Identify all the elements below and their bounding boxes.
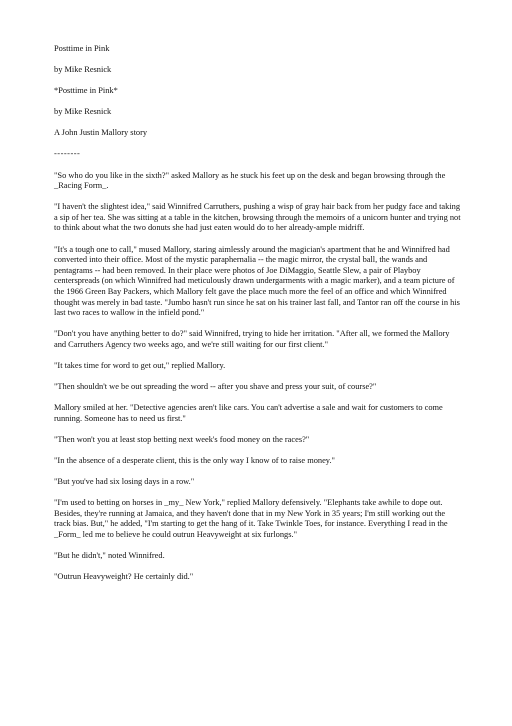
- series-subtitle: A John Justin Mallory story: [54, 128, 148, 138]
- section-separator: --------: [54, 149, 81, 159]
- paragraph-9: "In the absence of a desperate client, this is the only way I know of to raise money.": [54, 455, 335, 465]
- paragraph-10: "But you've had six losing days in a row.": [54, 476, 195, 486]
- paragraph-1: "So who do you like in the sixth?" asked Mallory as he stuck his feet up on the desk and began browsing through the _Racing Form_.: [54, 170, 446, 191]
- paragraph-3: "It's a tough one to call," mused Mallory, staring aimlessly around the magician's apartment that he and Winnifred had converted into their office. Most of the mystic paraphernalia -- the magic mirror, the crystal ball, the wands and pentagrams -- had been removed. In their place were photos of Joe DiMaggio, Seattle Slew, a pair of Playboy centerspreads (on which Winnifred had meticulously drawn undergarments with a magic marker), and a team picture of the 1966 Green Bay Packers, which Mallory felt gave the place much more the feel of an office and which Winnifred thought was merely in bad taste. "Jumbo hasn't run since he sat on his trainer last fall, and Tantor ran off the course in his last two races to wallow in the infield pond.": [54, 244, 460, 318]
- author-byline-repeat: by Mike Resnick: [54, 107, 112, 117]
- paragraph-4: "Don't you have anything better to do?" said Winnifred, trying to hide her irritation. "After all, we formed the Mallory and Carruthers Agency two weeks ago, and we're still waiting for our first client.": [54, 329, 450, 349]
- story-title-emphasis: *Posttime in Pink*: [54, 86, 118, 96]
- paragraph-12: "But he didn't," noted Winnifred.: [54, 550, 165, 560]
- paragraph-11: "I'm used to betting on horses in _my_ New York," replied Mallory defensively. "Elephants take awhile to dope out. Besides, they're running at Jamaica, and they haven't done that in my New York in 35 years; I'm still working out the track bias. But," he added, "I'm starting to get the hang of it. Take Twinkle Toes, for instance. Everything I read in the _Form_ led me to believe he could outrun Heavyweight at six furlongs.": [54, 498, 448, 539]
- paragraph-13: "Outrun Heavyweight? He certainly did.": [54, 572, 194, 581]
- author-byline: by Mike Resnick: [54, 65, 112, 75]
- paragraph-8: "Then won't you at least stop betting next week's food money on the races?": [54, 434, 310, 444]
- document-page: [54, 44, 462, 593]
- paragraph-6: "Then shouldn't we be out spreading the word -- after you shave and press your suit, of course?": [54, 381, 377, 391]
- paragraph-5: "It takes time for word to get out," replied Mallory.: [54, 360, 226, 370]
- paragraph-2: "I haven't the slightest idea," said Winnifred Carruthers, pushing a wisp of gray hair back from her pudgy face and taking a sip of her tea. She was sitting at a table in the kitchen, browsing through the memoirs of a unicorn hunter and trying not to think about what the two donuts she had just eaten would do to her already-ample midriff.: [54, 202, 461, 233]
- story-title: Posttime in Pink: [54, 44, 110, 53]
- paragraph-7: Mallory smiled at her. "Detective agencies aren't like cars. You can't advertise a sale and wait for customers to come running. Someone has to need us first.": [54, 403, 443, 423]
